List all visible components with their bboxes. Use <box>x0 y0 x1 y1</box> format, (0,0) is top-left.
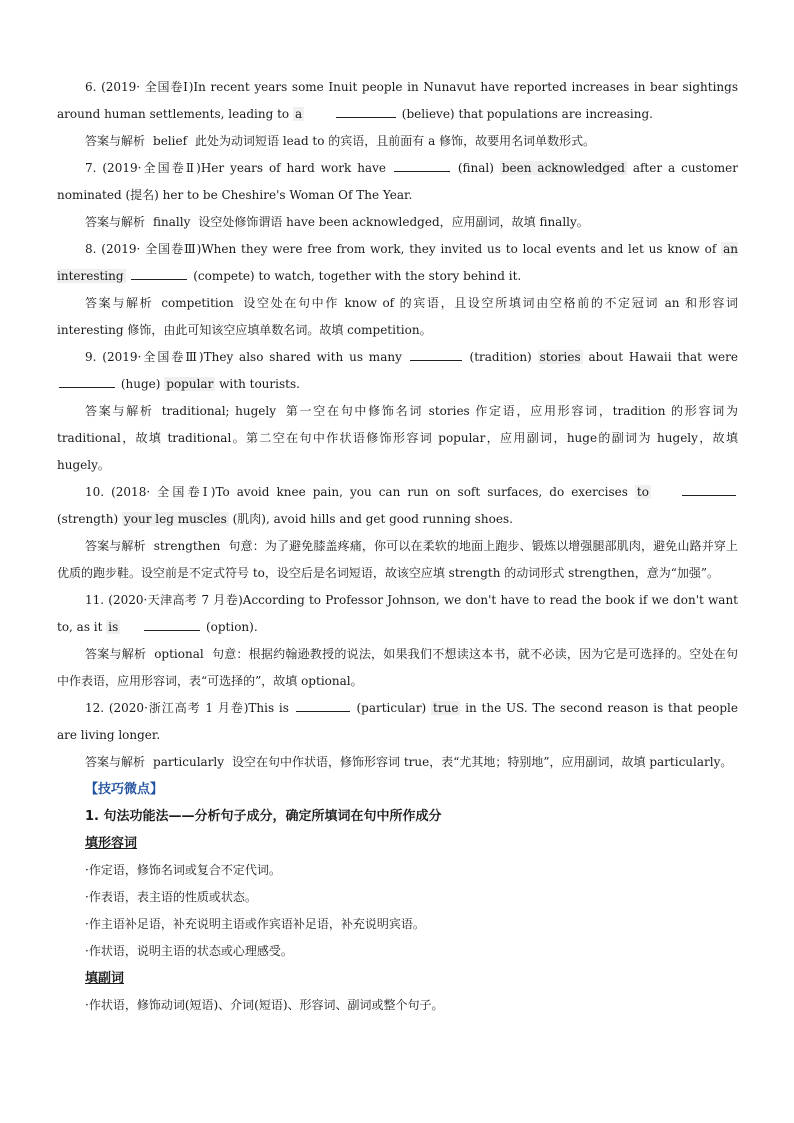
adjective-heading: 填形容词 <box>85 836 138 851</box>
hint-word-2: (huge) <box>120 377 161 391</box>
hint-word: (final) <box>457 161 494 175</box>
answer-label: 答案与解析 <box>85 404 154 418</box>
question-number: 7. (2019·全国卷Ⅱ) <box>85 161 201 175</box>
answer-blank-2[interactable] <box>59 375 115 388</box>
answer-label: 答案与解析 <box>85 134 146 148</box>
answer-10 <box>57 533 738 587</box>
hint-word: (option). <box>205 620 258 634</box>
highlight: an interesting <box>57 242 738 283</box>
answer-blank[interactable] <box>296 699 350 712</box>
adjective-item: ·作状语，说明主语的状态或心理感受。 <box>85 944 293 958</box>
answer-explanation: 设空处修饰谓语 have been acknowledged，应用副词，故填 finally。 <box>198 215 589 229</box>
question-number: 8. (2019· 全国卷Ⅲ) <box>85 242 202 256</box>
question-11: 11. (2020·天津高考 7 月卷)According to Professor Johnson, we don't have to read the book if we don't want to, as it is (option). <box>57 593 738 634</box>
answer-6 <box>57 128 738 155</box>
hint-word: (particular) <box>356 701 427 715</box>
answer-word: optional <box>154 647 204 661</box>
question-number: 6. (2019· 全国卷Ⅰ) <box>85 80 194 94</box>
adjective-item: ·作表语，表主语的性质或状态。 <box>85 890 257 904</box>
hint-word: (strength) <box>57 512 119 526</box>
answer-word: strengthen <box>153 539 221 553</box>
answer-word: particularly <box>153 755 225 769</box>
answer-blank[interactable] <box>131 267 187 280</box>
answer-blank[interactable] <box>336 105 396 118</box>
adverb-heading: 填副词 <box>85 971 125 986</box>
highlight: stories <box>539 350 581 364</box>
question-12: 12. (2020·浙江高考 1 月卷)This is (particular) true in the US. The second reason is that people are living longer. <box>57 701 738 742</box>
answer-blank[interactable] <box>682 483 736 496</box>
answer-word: belief <box>153 134 188 148</box>
answer-explanation: 设空在句中作状语，修饰形容词 true，表“尤其地；特别地”，应用副词，故填 particularly。 <box>232 755 733 769</box>
answer-explanation: 此处为动词短语 lead to 的宾语，且前面有 a 修饰，故要用名词单数形式。 <box>195 134 596 148</box>
highlight: is <box>108 620 119 634</box>
question-8: 8. (2019· 全国卷Ⅲ)When they were free from work, they invited us to local events and let us know of an interesting (compete) to watch, together with the story behind it. <box>57 242 738 283</box>
answer-label: 答案与解析 <box>85 755 146 769</box>
answer-12 <box>57 749 738 776</box>
adjective-item: ·作主语补足语，补充说明主语或作宾语补足语，补充说明宾语。 <box>85 917 425 931</box>
answer-label: 答案与解析 <box>85 647 147 661</box>
question-number: 11. (2020·天津高考 7 月卷) <box>85 593 243 607</box>
answer-11 <box>57 641 738 695</box>
answer-blank[interactable] <box>144 618 200 631</box>
hint-word: (tradition) <box>469 350 532 364</box>
answer-blank[interactable] <box>394 159 450 172</box>
question-number: 9. (2019·全国卷Ⅲ) <box>85 350 204 364</box>
answer-label: 答案与解析 <box>85 539 146 553</box>
answer-word: competition <box>161 296 234 310</box>
hint-word: (compete) <box>193 269 255 283</box>
tips-title: 【技巧微点】 <box>85 782 164 797</box>
tips-heading: 1. 句法功能法——分析句子成分，确定所填词在句中所作成分 <box>85 809 442 824</box>
answer-8 <box>57 290 738 344</box>
adverb-item: ·作状语，修饰动词(短语)、介词(短语)、形容词、副词或整个句子。 <box>85 998 444 1012</box>
answer-label: 答案与解析 <box>85 296 154 310</box>
answer-7 <box>57 209 738 236</box>
highlight: true <box>433 701 459 715</box>
question-9: 9. (2019·全国卷Ⅲ)They also shared with us many (tradition) stories about Hawaii that were (huge) popular with tourists. <box>57 344 738 398</box>
highlight: to <box>636 485 649 499</box>
question-10: 10. (2018· 全国卷Ⅰ)To avoid knee pain, you can run on soft surfaces, do exercises to (strength) your leg muscles (肌肉), avoid hills and get good running shoes. <box>57 479 738 533</box>
question-number: 12. (2020·浙江高考 1 月卷) <box>85 701 249 715</box>
answer-explanation: 第一空在句中修饰名词 stories 作定语，应用形容词，tradition 的形容词为 traditional，故填 traditional。第二空在句中作状语修饰形容词 popular，应用副词，huge的副词为 hugely，故填 hugely。 <box>57 404 738 472</box>
answer-9 <box>57 398 738 479</box>
answer-explanation: 句意：根据约翰逊教授的说法，如果我们不想读这本书，就不必读，因为它是可选择的。空处在句中作表语，应用形容词，表“可选择的”，故填 optional。 <box>57 647 738 688</box>
hint-word: (believe) <box>401 107 455 121</box>
answer-explanation: 设空处在句中作 know of 的宾语，且设空所填词由空格前的不定冠词 an 和形容词 interesting 修饰，由此可知该空应填单数名词。故填 competition。 <box>57 296 738 337</box>
answer-word: finally <box>153 215 191 229</box>
question-6: 6. (2019· 全国卷Ⅰ)In recent years some Inuit people in Nunavut have reported increases in bear sightings around human settlements, leading to a (believe) that populations are increasing. <box>57 80 738 121</box>
highlight: popular <box>166 377 214 391</box>
adjective-item: ·作定语，修饰名词或复合不定代词。 <box>85 863 281 877</box>
answer-explanation: 句意：为了避免膝盖疼痛，你可以在柔软的地面上跑步、锻炼以增强腿部肌肉，避免山路并穿上优质的跑步鞋。设空前是不定式符号 to，设空后是名词短语，故该空应填 strength 的动词形式 strengthen，意为“加强”。 <box>57 539 738 580</box>
answer-label: 答案与解析 <box>85 215 146 229</box>
question-number: 10. (2018· 全国卷Ⅰ) <box>85 485 216 499</box>
answer-word: traditional; hugely <box>161 404 276 418</box>
highlight: your leg muscles <box>123 512 227 526</box>
question-7: 7. (2019·全国卷Ⅱ)Her years of hard work have (final) been acknowledged after a customer nominated (提名) her to be Cheshire's Woman Of The Year. <box>57 161 738 202</box>
highlight: a <box>294 107 303 121</box>
answer-blank[interactable] <box>410 348 462 361</box>
highlight: been acknowledged <box>501 161 625 175</box>
